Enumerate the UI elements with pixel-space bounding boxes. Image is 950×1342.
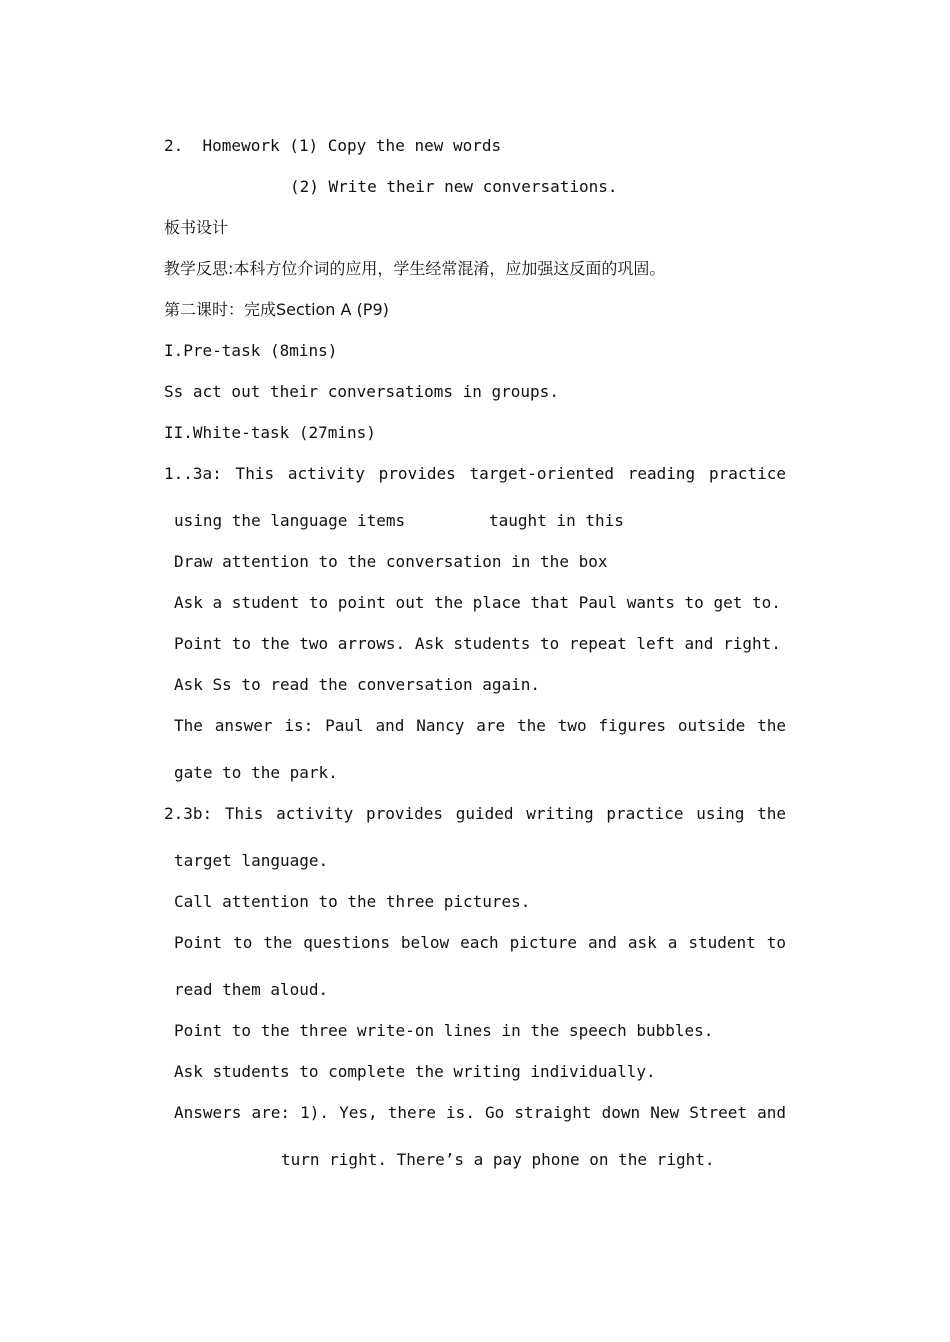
board-design-heading: 板书设计	[164, 218, 229, 237]
answer-3a-line: The answer is: Paul and Nancy are the two figures outside the	[174, 716, 786, 735]
activity-3a-line-2b: taught in this	[489, 511, 624, 530]
while-task-heading: II.White-task (27mins)	[164, 423, 376, 442]
activity-3b-line-2: target language.	[174, 851, 329, 870]
step-draw-attention: Draw attention to the conversation in the box	[174, 552, 608, 571]
activity-3a-line-2a: using the language items	[174, 511, 406, 530]
activity-3a-line: 1..3a: This activity provides target-oriented reading practice	[164, 464, 786, 483]
homework-line-2: (2) Write their new conversations.	[290, 177, 618, 196]
step-complete-writing: Ask students to complete the writing individually.	[174, 1062, 656, 1081]
homework-line: 2. Homework (1) Copy the new words	[164, 136, 502, 155]
step-point-questions: Point to the questions below each picture and ask a student to	[174, 933, 786, 952]
answer-3a-line-2: gate to the park.	[174, 763, 338, 782]
step-ask-student: Ask a student to point out the place that Paul wants to get to.	[174, 593, 781, 612]
pre-task-body: Ss act out their conversatioms in groups.	[164, 382, 559, 401]
pre-task-heading: I.Pre-task (8mins)	[164, 341, 338, 360]
step-point-questions-2: read them aloud.	[174, 980, 329, 999]
step-write-on-lines: Point to the three write-on lines in the speech bubbles.	[174, 1021, 714, 1040]
teaching-reflection: 教学反思:本科方位介词的应用，学生经常混淆，应加强这反面的巩固。	[164, 259, 666, 278]
second-lesson-heading: 第二课时：完成Section A (P9)	[164, 300, 389, 319]
step-call-attention: Call attention to the three pictures.	[174, 892, 531, 911]
activity-3b-line: 2.3b: This activity provides guided writing practice using the	[164, 804, 786, 823]
step-read-again: Ask Ss to read the conversation again.	[174, 675, 541, 694]
answers-3b-line: Answers are: 1). Yes, there is. Go straight down New Street and	[174, 1103, 786, 1122]
answers-3b-line-2: turn right. There’s a pay phone on the right.	[281, 1150, 715, 1169]
step-point-arrows: Point to the two arrows. Ask students to repeat left and right.	[174, 634, 781, 653]
